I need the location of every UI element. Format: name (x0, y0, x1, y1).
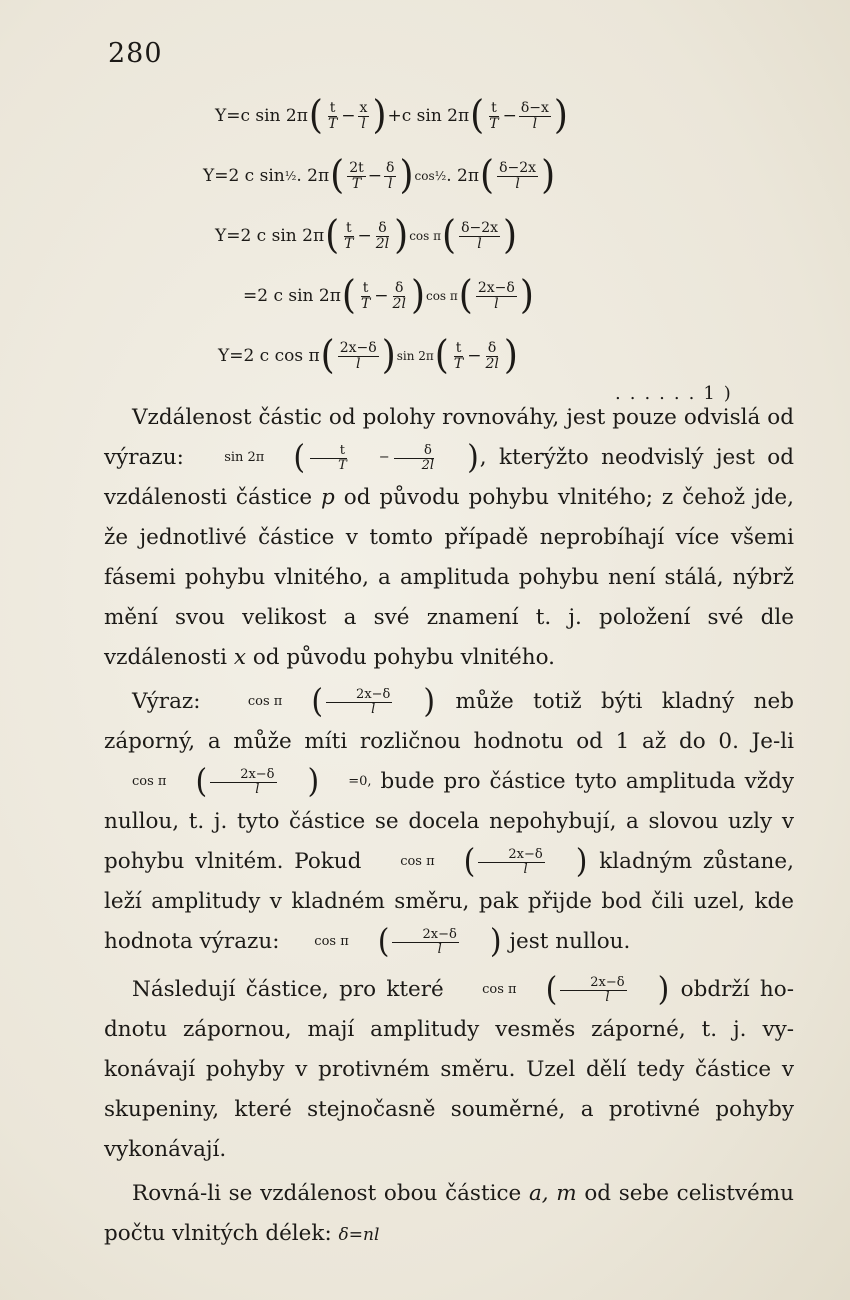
inline-math-cos-4: cos π ( $\frac{2x-\delta}{l}$ ) (314, 922, 502, 961)
inline-math-cos-3: cos π ( $\frac{2x-\delta}{l}$ ) (400, 842, 588, 881)
equation-number: ......1) (615, 383, 740, 404)
equation-3: Y=2 c sin 2π ( $\frac{t}{T}$ − $\frac{\delta}{2l}$ ) cos π ( $\frac{\delta-2x}{l}$ ) (215, 212, 518, 258)
inline-math-cos-2: cos π ( $\frac{2x-\delta}{l}$ ) =0, (132, 762, 372, 801)
paragraph-4: Rovná-li se vzdálenost obou částice a, m od sebe celistvému počtu vlnitých délek: δ=nl (104, 1181, 794, 1246)
paragraph-2: Výraz: cos π ( $\frac{2x-\delta}{l}$ ) může totiž býti kladný neb záporný, a může míti rozličnou hodnotu od 1 až do 0. Je-li cos π ( $\frac{2x-\delta}{l}$ ) =0, bude pro částice tyto amplituda vždy nullou, t. j. tyto částice se docela nepohybují, a slovou uzly v pohybu vlnitém. Pokud cos π ( $\frac{2x-\delta}{l}$ ) kladným zůstane, leží amplitudy v kladném směru, pak přijde bod čili uzel, kde hodnota výrazu: cos π ( $\frac{2x-\delta}{l}$ ) jest nullou. (104, 682, 794, 961)
paragraph-1: Vzdálenost částic od polohy rovnováhy, jest pouze odvislá od výrazu: sin 2π ( $\frac{t}{T}$ − $\frac{\delta}{2l}$ ) , kterýžto neodvislý jest od vzdálenosti částice p od původu pohybu vlnitého; z čehož jde, že jednotlivé částice v tomto případě neprobíhají více všemi fásemi pohybu vlnitého, a amplituda pohybu není stálá, nýbrž mění svou velikost a své znamení t. j. položení své dle vzdálenosti x od původu pohybu vlnitého. (104, 405, 794, 670)
equation-5: Y=2 c cos π ( $\frac{2x-\delta}{l}$ ) sin 2π ( $\frac{t}{T}$ − $\frac{\delta}{2l}$ ) (218, 332, 518, 378)
body-text (104, 398, 794, 1255)
inline-math-cos-5: cos π ( $\frac{2x-\delta}{l}$ ) (482, 970, 670, 1009)
equation-2: Y=2 c sin ½ . 2π ( $\frac{2t}{T}$ − $\frac{\delta}{l}$ ) cos ½ . 2π ( $\frac{\delta-2x}{l}$ ) (203, 152, 556, 198)
equation-1: Y=c sin 2π ( $\frac{t}{T}$ − $\frac{x}{l}$ ) +c sin 2π ( $\frac{t}{T}$ − $\frac{\delta-x}{l}$ ) (215, 92, 568, 138)
eq1-lhs: Y=c sin 2π (215, 106, 308, 126)
equation-4: =2 c sin 2π ( $\frac{t}{T}$ − $\frac{\delta}{2l}$ ) cos π ( $\frac{2x-\delta}{l}$ ) (243, 272, 534, 318)
inline-math-cos-1: cos π ( $\frac{2x-\delta}{l}$ ) (247, 682, 436, 721)
page-number: 280 (108, 38, 163, 69)
inline-math-sin: sin 2π ( $\frac{t}{T}$ − $\frac{\delta}{2l}$ ) (224, 438, 479, 477)
paragraph-3: Následují částice, pro které cos π ( $\frac{2x-\delta}{l}$ ) obdrží hodnotu zápornou, mají amplitudy vesměs záporné, t. j. vykonávají pohyby v protivném směru. Uzel dělí tedy částice v skupeniny, které stejnočasně souměrné, a protivné pohyby vykonávají. (104, 970, 794, 1162)
